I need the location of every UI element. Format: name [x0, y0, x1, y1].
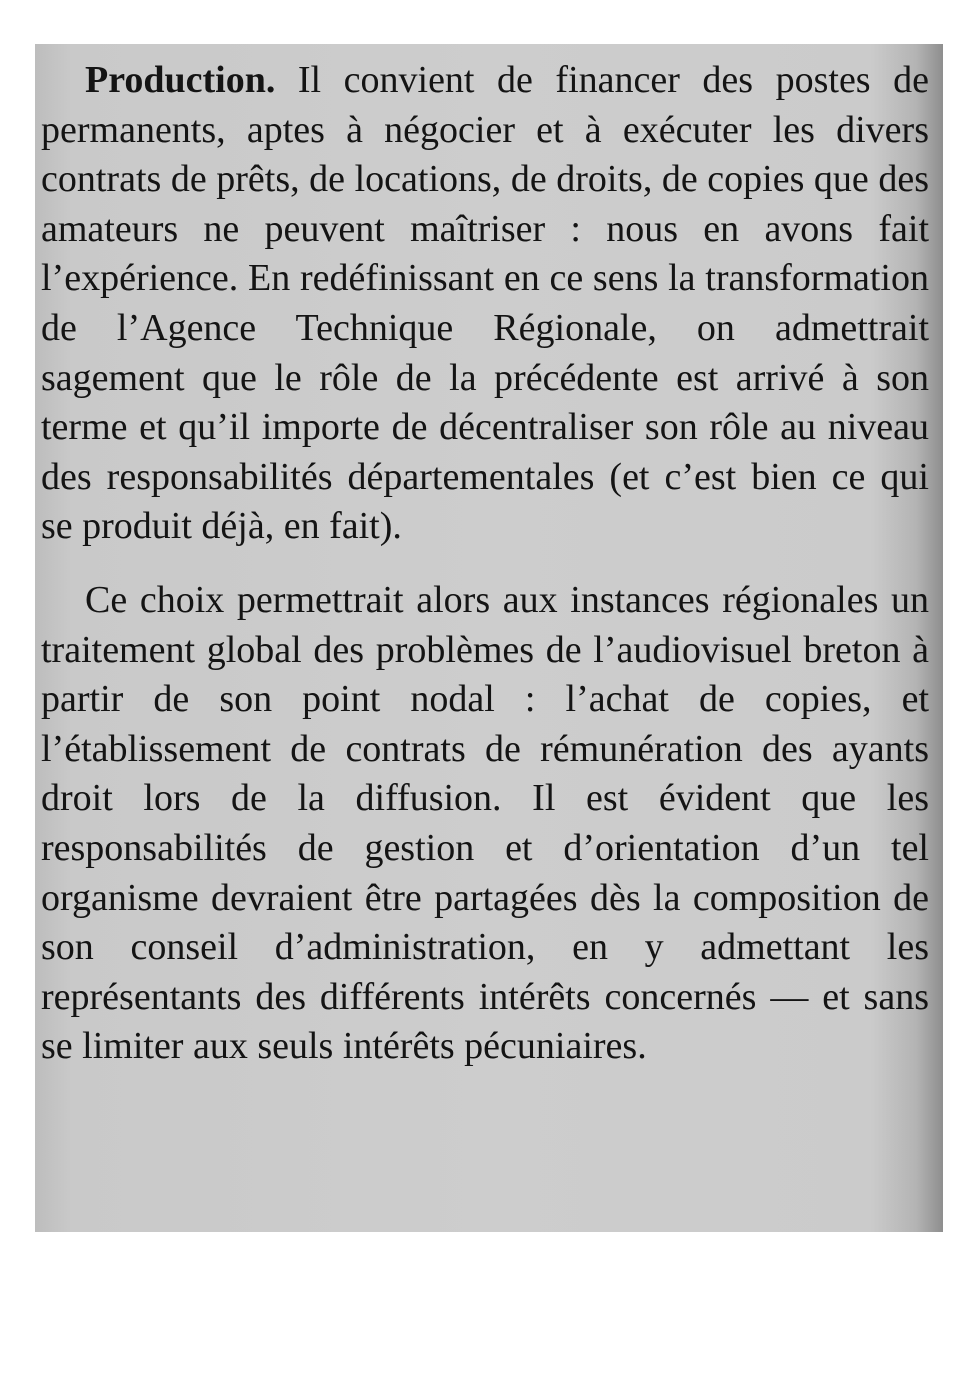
scanned-page: [35, 44, 943, 1232]
paragraph-choix: [41, 576, 929, 1072]
paragraph-text: Ce choix permettrait alors aux instances régionales un traitement global des problèmes de l’audiovisuel breton à partir de son point nodal : l’achat de copies, et l’établissement de contrats de rémunération des ayants droit lors de la diffusion. Il est évident que les responsabilités de gestion et d’orientation d’un tel organisme devraient être partagées dès la composition de son conseil d’administration, en y admettant les représentants des différents intérêts concernés — et sans se limiter aux seuls intérêts pécuniaires.: [41, 578, 929, 1068]
paragraph-text: Il convient de financer des postes de permanents, aptes à négocier et à exécuter les divers contrats de prêts, de locations, de droits, de copies que des amateurs ne peuvent maîtriser : nous en avons fait l’expérience. En redéfinissant en ce sens la transformation de l’Agence Technique Régionale, on admettrait sagement que le rôle de la précédente est arrivé à son terme et qu’il importe de décentraliser son rôle au niveau des responsabilités départementales (et c’est bien ce qui se produit déjà, en fait).: [41, 59, 929, 548]
paragraph-production: [41, 56, 929, 552]
document-body: [41, 56, 929, 1072]
section-heading: Production.: [85, 59, 276, 101]
